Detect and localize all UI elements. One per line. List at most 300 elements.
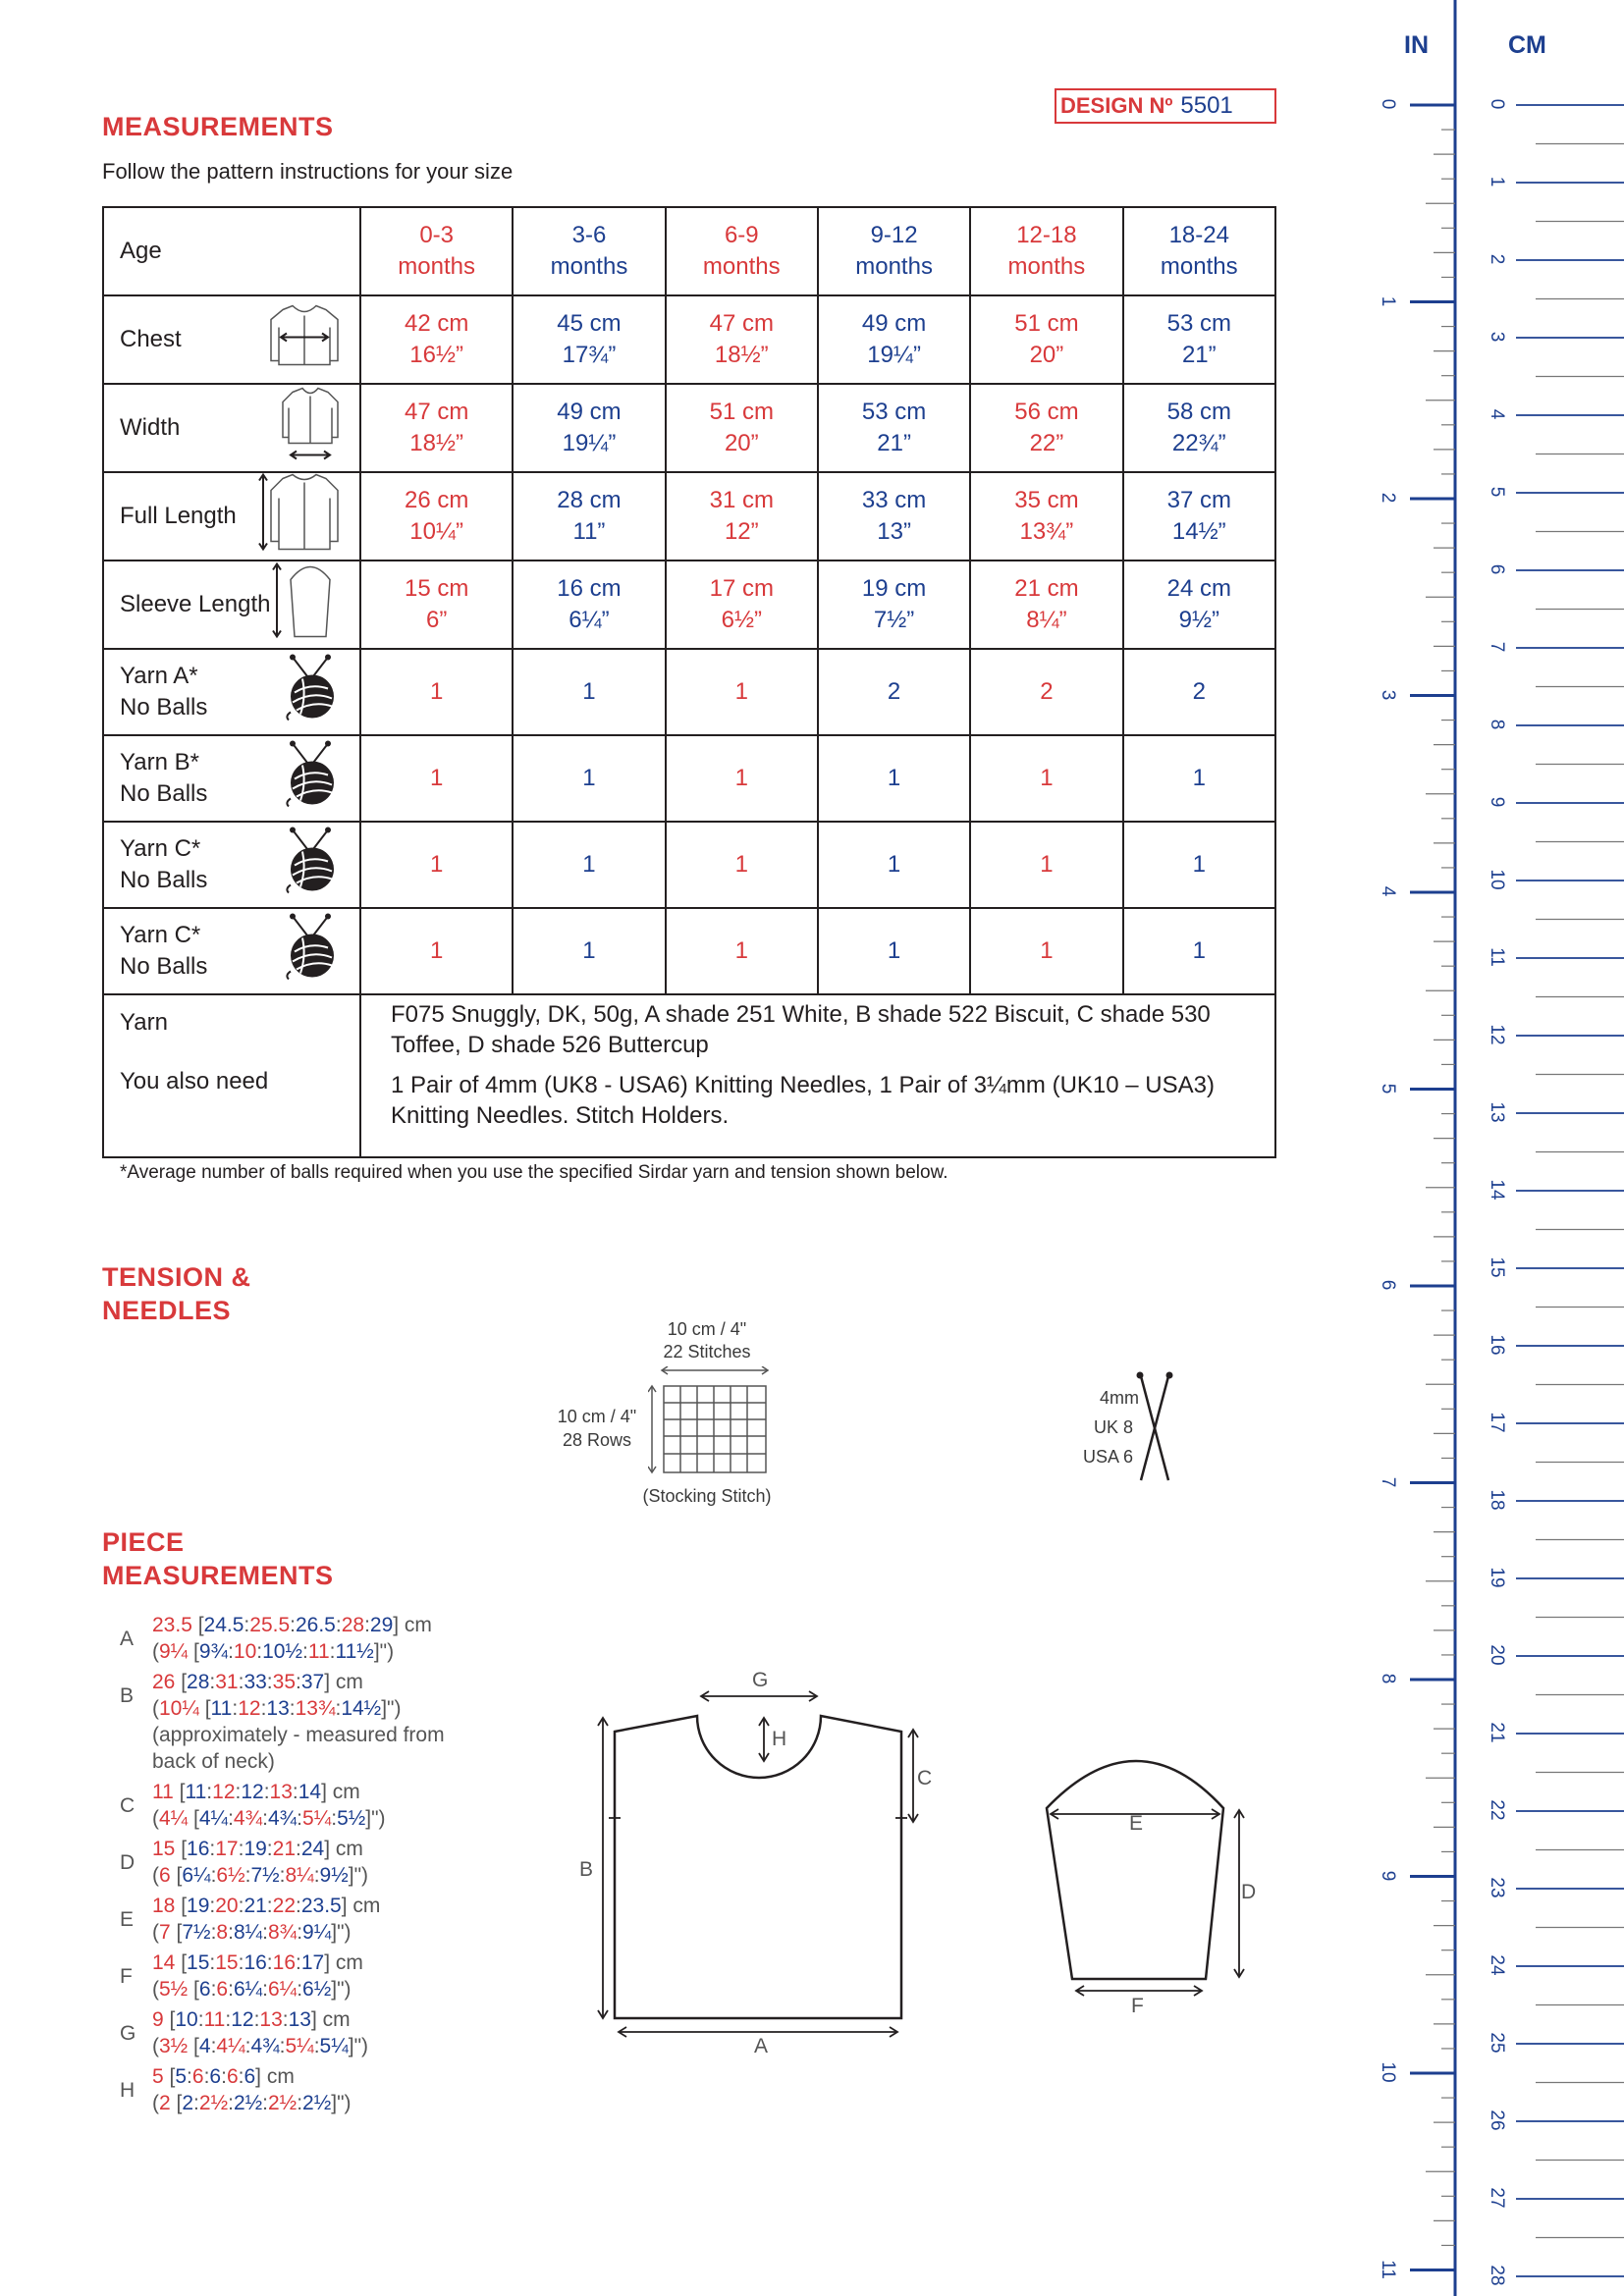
value-segment: 5¼ <box>302 1807 332 1830</box>
value-inches: 21” <box>1181 342 1217 368</box>
design-label: DESIGN Nº <box>1060 93 1173 118</box>
piece-inch-line <box>152 2033 368 2059</box>
piece-note: back of neck) <box>152 1750 275 1773</box>
ruler-inch-number: 6 <box>1378 1279 1398 1291</box>
piece-inch-line <box>152 1919 380 1946</box>
value-segment: 6¼ <box>182 1864 211 1887</box>
ruler-inch-number: 0 <box>1378 98 1398 110</box>
piece-cm-line <box>152 2063 352 2090</box>
body-diagram <box>579 1669 952 2061</box>
value-segment: 3½ <box>159 2035 189 2057</box>
piece-inch-line <box>152 1862 368 1889</box>
yarn-ball-icon <box>283 740 340 818</box>
age-unit: months <box>1007 253 1086 280</box>
measurement-label: Width <box>120 414 181 441</box>
value-segment: 20 <box>215 1895 239 1917</box>
value-segment: ( <box>152 2035 159 2057</box>
ruler-cm-number: 11 <box>1487 947 1507 967</box>
value-segment: 22 <box>272 1895 296 1917</box>
piece-cm-line <box>152 1949 363 1976</box>
value-segment: : <box>228 1921 234 1944</box>
value-segment: : <box>210 1978 217 2001</box>
value-inches: 13” <box>877 518 911 545</box>
value-segment: 19 <box>244 1838 267 1860</box>
value-segment: 14½ <box>341 1697 382 1720</box>
value-segment: ( <box>152 1807 159 1830</box>
value-segment: 8¼ <box>233 1921 263 1944</box>
piece-heading-line1: PIECE <box>102 1527 185 1557</box>
value-segment: 11½ <box>335 1640 374 1663</box>
ball-count-cell: 1 <box>513 735 665 822</box>
measurement-cell <box>360 384 513 472</box>
measurement-cell <box>1123 295 1275 384</box>
value-cm: 21 cm <box>1014 575 1079 602</box>
value-segment: 11 <box>203 2008 226 2031</box>
value-inches: 20” <box>1029 342 1064 368</box>
measurements-heading: MEASUREMENTS <box>102 112 334 141</box>
measurement-label: Chest <box>120 326 182 352</box>
yarn-description: F075 Snuggly, DK, 50g, A shade 251 White, B shade 522 Biscuit, C shade 530 Toffee, D shade 526 Buttercup <box>391 1001 1211 1058</box>
value-segment: : <box>228 1978 234 2001</box>
yarn-row <box>103 649 1275 735</box>
value-segment: : <box>313 1864 320 1887</box>
value-inches: 19¼” <box>867 342 921 368</box>
measurement-cell <box>818 561 970 649</box>
age-unit: months <box>1160 253 1238 280</box>
value-segment: [ <box>188 1807 199 1830</box>
age-unit: months <box>702 253 781 280</box>
value-segment: : <box>238 2065 244 2088</box>
diagram-label-g: G <box>752 1669 769 1691</box>
age-range: 18-24 <box>1168 222 1229 248</box>
balls-label: No Balls <box>120 953 208 980</box>
value-segment: ] cm <box>324 1951 363 1974</box>
value-segment: 12 <box>241 1781 264 1803</box>
value-cm: 24 cm <box>1166 575 1231 602</box>
value-segment: 10¼ <box>159 1697 199 1720</box>
value-segment: 8¾ <box>267 1921 298 1944</box>
ruler-cm-number: 13 <box>1487 1101 1507 1123</box>
age-range: 0-3 <box>419 222 454 248</box>
value-segment: [ <box>191 1614 204 1636</box>
value-inches: 6” <box>425 607 448 633</box>
ruler-cm-number: 2 <box>1487 253 1507 265</box>
measurement-label: Sleeve Length <box>120 591 271 617</box>
also-need-description: 1 Pair of 4mm (UK8 - USA6) Knitting Needles, 1 Pair of 3¼mm (UK10 – USA3) Knitting Needles. Stitch Holders. <box>391 1072 1215 1129</box>
value-segment: : <box>297 1978 303 2001</box>
value-segment: : <box>244 1864 251 1887</box>
ball-count-cell: 1 <box>1123 735 1275 822</box>
value-segment: : <box>238 1671 244 1693</box>
diagram-label-h: H <box>772 1728 787 1750</box>
value-segment: [ <box>188 2035 199 2057</box>
ruler-cm-number: 15 <box>1487 1256 1507 1278</box>
value-segment: ]") <box>348 1864 369 1887</box>
measurement-cell <box>1123 561 1275 649</box>
value-segment: 9¼ <box>159 1640 189 1663</box>
also-need-heading: You also need <box>120 1068 269 1095</box>
value-segment: : <box>210 1921 217 1944</box>
yarn-row <box>103 822 1275 908</box>
ruler-cm-number: 12 <box>1487 1024 1507 1045</box>
value-segment: ] cm <box>324 1671 363 1693</box>
value-segment: : <box>296 1951 301 1974</box>
value-segment: [ <box>173 1781 186 1803</box>
value-segment: [ <box>170 1921 183 1944</box>
value-segment: 28 <box>187 1671 210 1693</box>
ruler-cm-number: 27 <box>1487 2187 1507 2209</box>
piece-cm-line <box>152 1779 386 1805</box>
value-segment: 6 <box>209 2065 222 2088</box>
value-segment: 11 <box>185 1781 207 1803</box>
value-segment: : <box>331 1807 338 1830</box>
yarn-label-cell <box>103 908 360 994</box>
piece-cm-line <box>152 1669 445 1695</box>
value-segment: : <box>302 1640 308 1663</box>
value-segment: : <box>228 2092 234 2114</box>
measurement-label: Full Length <box>120 503 237 529</box>
value-segment: 26.5 <box>295 1614 336 1636</box>
piece-letter: D <box>120 1851 135 1874</box>
ball-count-cell: 1 <box>666 735 818 822</box>
value-segment: : <box>282 2008 289 2031</box>
value-segment: 13 <box>269 1781 293 1803</box>
value-segment: 9¾ <box>198 1640 229 1663</box>
ruler-inch-number: 7 <box>1378 1476 1398 1487</box>
piece-inch-line <box>152 2090 352 2116</box>
value-segment: 2 <box>159 2092 171 2114</box>
ruler-inch-number: 10 <box>1378 2061 1398 2083</box>
value-segment: 14 <box>298 1781 322 1803</box>
value-segment: 13 <box>259 2008 283 2031</box>
piece-letter: B <box>120 1684 135 1707</box>
value-segment: ( <box>152 1864 159 1887</box>
value-cm: 42 cm <box>404 310 469 337</box>
tension-stitch-type: (Stocking Stitch) <box>642 1486 772 1506</box>
value-segment: : <box>296 1895 301 1917</box>
age-unit: months <box>550 253 628 280</box>
value-segment: 15 <box>215 1951 239 1974</box>
ball-count-cell: 1 <box>818 908 970 994</box>
value-cm: 56 cm <box>1014 399 1079 425</box>
value-segment: 6¼ <box>267 1978 298 2001</box>
ruler-inch-number: 2 <box>1378 492 1398 504</box>
ruler-cm-number: 21 <box>1487 1722 1507 1743</box>
value-inches: 18½” <box>714 342 769 368</box>
value-segment: : <box>364 1614 370 1636</box>
measurement-row <box>103 561 1275 649</box>
value-segment: 37 <box>300 1671 325 1693</box>
value-segment: : <box>193 2092 199 2114</box>
yarn-label: Yarn A* <box>120 663 198 689</box>
measurement-label-cell <box>103 384 360 472</box>
value-segment: : <box>262 2092 268 2114</box>
value-segment: : <box>329 1640 336 1663</box>
value-segment: : <box>335 1614 342 1636</box>
value-segment: [ <box>170 1864 183 1887</box>
piece-cm-line <box>152 1836 368 1862</box>
ball-count-cell: 1 <box>970 908 1122 994</box>
yarn-label: Yarn C* <box>120 835 201 862</box>
value-segment: ] cm <box>324 1838 363 1860</box>
age-column-1 <box>513 207 665 295</box>
measurements-table <box>102 206 1276 1158</box>
value-inches: 6½” <box>721 607 762 633</box>
age-unit: months <box>398 253 475 280</box>
value-segment: [ <box>163 2065 176 2088</box>
value-segment: 16 <box>272 1951 296 1974</box>
measurement-cell <box>513 384 665 472</box>
ruler-cm-number: 6 <box>1487 563 1507 575</box>
value-segment: ( <box>152 1978 159 2001</box>
value-segment: 5¼ <box>285 2035 314 2057</box>
diagram-label-c: C <box>917 1767 933 1789</box>
ball-count-cell: 1 <box>818 822 970 908</box>
value-segment: : <box>244 1614 250 1636</box>
value-segment: 15 <box>152 1838 176 1860</box>
yarn-heading: Yarn <box>120 1009 168 1036</box>
value-segment: 6 <box>244 2065 256 2088</box>
value-segment: : <box>335 1697 342 1720</box>
value-segment: [ <box>175 1895 188 1917</box>
ball-count-cell: 1 <box>1123 822 1275 908</box>
measurement-cell <box>818 295 970 384</box>
balls-label: No Balls <box>120 694 208 721</box>
piece-letter: E <box>120 1908 135 1931</box>
ruler-cm-number: 3 <box>1487 331 1507 343</box>
value-segment: 2 <box>182 2092 194 2114</box>
value-inches: 21” <box>877 430 911 456</box>
diagram-label-d: D <box>1241 1881 1257 1903</box>
value-cm: 17 cm <box>709 575 774 602</box>
value-segment: ]") <box>331 1921 352 1944</box>
ball-count-cell: 1 <box>1123 908 1275 994</box>
ruler-cm-number: 1 <box>1487 176 1507 187</box>
value-segment: 6 <box>226 2065 239 2088</box>
value-segment: 12 <box>212 1781 236 1803</box>
value-segment: : <box>209 1838 216 1860</box>
value-segment: : <box>260 1697 267 1720</box>
value-segment: [ <box>175 1838 188 1860</box>
value-cm: 35 cm <box>1014 487 1079 513</box>
value-segment: : <box>262 1807 268 1830</box>
measurement-cell <box>1123 472 1275 561</box>
value-segment: 4¼ <box>159 1807 189 1830</box>
value-segment: 7 <box>159 1921 171 1944</box>
ball-count-cell: 2 <box>970 649 1122 735</box>
diagram-label-a: A <box>754 2035 769 2057</box>
value-segment: : <box>209 1671 216 1693</box>
measurement-cell <box>360 295 513 384</box>
value-cm: 33 cm <box>861 487 927 513</box>
tension-rows: 28 Rows <box>562 1430 632 1450</box>
needle-size-uk: UK 8 <box>1093 1417 1133 1437</box>
ball-count-cell: 1 <box>666 908 818 994</box>
value-segment: 11 <box>152 1781 174 1803</box>
piece-heading-line2: MEASUREMENTS <box>102 1561 334 1590</box>
measurement-label-cell <box>103 295 360 384</box>
value-segment: 17 <box>300 1951 325 1974</box>
value-segment: 4¾ <box>233 1807 263 1830</box>
ruler-cm-number: 5 <box>1487 486 1507 498</box>
value-segment: : <box>290 1614 296 1636</box>
value-segment: 6 <box>198 1978 211 2001</box>
value-segment: ] cm <box>255 2065 295 2088</box>
value-segment: : <box>266 1895 273 1917</box>
age-range: 6-9 <box>724 222 759 248</box>
ruler-cm-number: 28 <box>1487 2265 1507 2286</box>
value-segment: ]") <box>331 2092 352 2114</box>
value-segment: 21 <box>244 1895 267 1917</box>
value-inches: 14½” <box>1171 518 1226 545</box>
ruler-inch-number: 11 <box>1378 2259 1398 2279</box>
ball-count-cell: 1 <box>666 649 818 735</box>
yarn-ball-icon <box>283 827 340 904</box>
piece-inch-line <box>152 1638 432 1665</box>
value-segment: 5½ <box>337 1807 366 1830</box>
value-inches: 17¾” <box>562 342 617 368</box>
value-segment: ( <box>152 1640 159 1663</box>
ruler-cm-number: 7 <box>1487 641 1507 653</box>
value-segment: 9½ <box>319 1864 349 1887</box>
value-segment: 10 <box>175 2008 198 2031</box>
value-segment: 13 <box>288 2008 311 2031</box>
value-segment: 15 <box>187 1951 210 1974</box>
diagram-label-b: B <box>579 1858 594 1881</box>
age-unit: months <box>855 253 933 280</box>
value-inches: 13¾” <box>1019 518 1074 545</box>
value-segment: : <box>296 1671 301 1693</box>
value-segment: 9¼ <box>302 1921 332 1944</box>
measurement-cell <box>513 472 665 561</box>
value-segment: [ <box>188 1640 199 1663</box>
measurement-cell <box>666 384 818 472</box>
tension-heading-line1: TENSION & <box>102 1262 251 1292</box>
value-segment: : <box>238 1895 244 1917</box>
value-segment: 14 <box>152 1951 176 1974</box>
value-segment: : <box>279 1864 286 1887</box>
age-column-3 <box>818 207 970 295</box>
yarn-label-cell <box>103 649 360 735</box>
value-segment: : <box>292 1781 298 1803</box>
value-segment: : <box>297 1921 303 1944</box>
value-segment: 5 <box>152 2065 164 2088</box>
value-segment: 8¼ <box>285 1864 314 1887</box>
ruler-cm-number: 26 <box>1487 2109 1507 2131</box>
value-segment: : <box>256 1640 263 1663</box>
measurement-cell <box>970 384 1122 472</box>
age-column-4 <box>970 207 1122 295</box>
value-segment: [ <box>175 1951 188 1974</box>
ruler-cm-number: 4 <box>1487 408 1507 420</box>
value-segment: [ <box>163 2008 176 2031</box>
piece-cm-line <box>152 2006 368 2033</box>
value-segment: 6 <box>159 1864 171 1887</box>
age-column-2 <box>666 207 818 295</box>
ruler-inch-number: 4 <box>1378 885 1398 897</box>
measurement-cell <box>970 472 1122 561</box>
piece-letter: G <box>120 2022 136 2045</box>
value-segment: 5½ <box>159 1978 189 2001</box>
yarn-label-cell <box>103 822 360 908</box>
ball-count-cell: 1 <box>360 735 513 822</box>
age-column-5 <box>1123 207 1275 295</box>
value-inches: 18½” <box>409 430 463 456</box>
full-length-icon <box>257 471 340 562</box>
value-segment: : <box>228 1640 234 1663</box>
ruler-cm-number: 25 <box>1487 2032 1507 2054</box>
value-segment: 28 <box>341 1614 365 1636</box>
ruler-cm-number: 20 <box>1487 1644 1507 1666</box>
yarn-row <box>103 735 1275 822</box>
value-segment: : <box>228 1807 234 1830</box>
value-segment: 10 <box>233 1640 257 1663</box>
value-cm: 15 cm <box>404 575 469 602</box>
value-segment: : <box>235 1781 242 1803</box>
value-segment: 17 <box>215 1838 239 1860</box>
tension-heading <box>102 1260 251 1327</box>
measurement-cell <box>970 295 1122 384</box>
value-segment: : <box>203 2065 210 2088</box>
value-segment: 19 <box>187 1895 210 1917</box>
ruler-cm-number: 8 <box>1487 719 1507 730</box>
value-segment: ]") <box>373 1640 395 1663</box>
value-segment: : <box>221 2065 227 2088</box>
value-segment: 4 <box>198 2035 211 2057</box>
value-segment: : <box>313 2035 320 2057</box>
ball-count-cell: 1 <box>360 649 513 735</box>
value-segment: 2½ <box>198 2092 229 2114</box>
value-cm: 47 cm <box>709 310 774 337</box>
ball-count-cell: 1 <box>970 735 1122 822</box>
ruler-cm-number: 17 <box>1487 1412 1507 1433</box>
value-segment: 23.5 <box>300 1895 342 1917</box>
tension-stitches: 22 Stitches <box>663 1342 751 1362</box>
measurement-row <box>103 472 1275 561</box>
value-segment: : <box>225 2008 232 2031</box>
value-cm: 53 cm <box>1166 310 1231 337</box>
ruler-cm-number: 22 <box>1487 1799 1507 1821</box>
ruler-cm-number: 0 <box>1487 98 1507 110</box>
measurement-cell <box>818 384 970 472</box>
value-cm: 47 cm <box>404 399 469 425</box>
yarn-ball-icon <box>283 654 340 731</box>
value-segment: : <box>244 2035 251 2057</box>
value-segment: 25.5 <box>249 1614 291 1636</box>
value-segment: 4¾ <box>250 2035 280 2057</box>
ball-count-cell: 1 <box>360 822 513 908</box>
value-cm: 51 cm <box>709 399 774 425</box>
value-segment: : <box>296 1838 301 1860</box>
value-segment: : <box>266 1671 273 1693</box>
ball-count-cell: 1 <box>513 649 665 735</box>
measurement-cell <box>666 295 818 384</box>
measurement-cell <box>360 561 513 649</box>
ruler-inch-number: 1 <box>1378 295 1398 306</box>
ruler-inches-header: IN <box>1404 31 1429 59</box>
piece-inch-line <box>152 1695 445 1722</box>
value-segment: : <box>297 1807 303 1830</box>
measurement-cell <box>970 561 1122 649</box>
piece-cm-line <box>152 1612 432 1638</box>
value-segment: ]") <box>348 2035 369 2057</box>
value-segment: [ <box>170 2092 183 2114</box>
value-segment: : <box>262 1921 268 1944</box>
value-segment: 4¾ <box>267 1807 298 1830</box>
needle-size-mm: 4mm <box>1100 1388 1139 1408</box>
value-segment: ] cm <box>393 1614 432 1636</box>
value-segment: 35 <box>272 1671 296 1693</box>
